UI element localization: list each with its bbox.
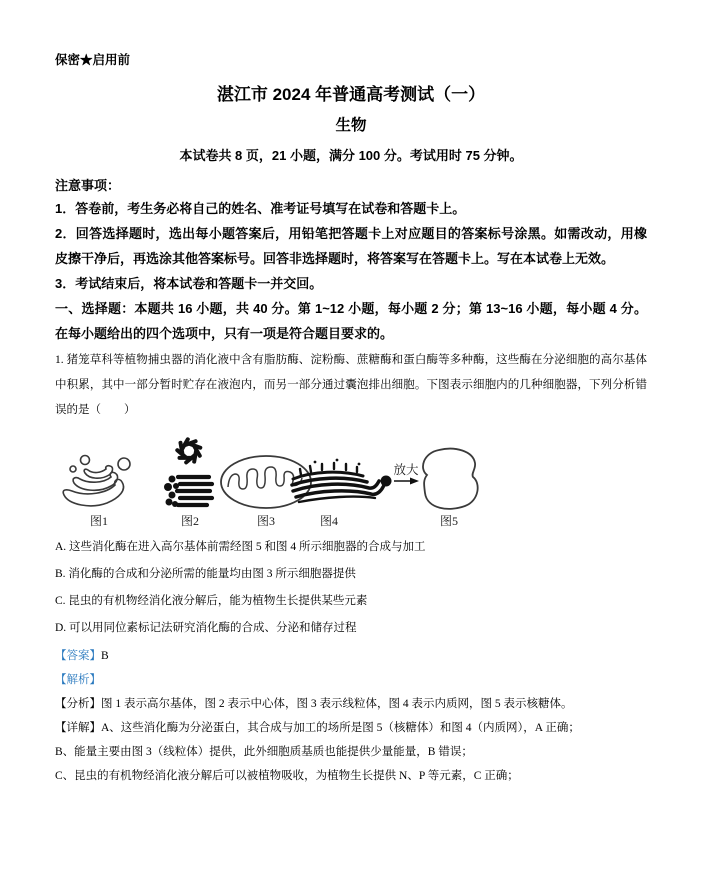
section-one-heading: 一、选择题：本题共 16 小题，共 40 分。第 1~12 小题，每小题 2 分；第 13~16 小题，每小题 4 分。在每小题给出的四个选项中，只有一项是符合题目要求的。 — [55, 301, 647, 341]
option-d: D. 可以用同位素标记法研究消化酶的合成、分泌和储存过程 — [55, 622, 357, 634]
magnify-label: 放大 — [393, 463, 419, 477]
analysis-text: 图 1 表示高尔基体，图 2 表示中心体，图 3 表示线粒体，图 4 表示内质网，图 5 表示核糖体。 — [101, 698, 573, 710]
notice-item-2: 2．回答选择题时，选出每小题答案后，用铅笔把答题卡上对应题目的答案标号涂黑。如需改动，用橡皮擦干净后，再选涂其他答案标号。回答非选择题时，将答案写在答题卡上。写在本试卷上无效。 — [55, 226, 647, 266]
option-a: A. 这些消化酶在进入高尔基体前需经图 5 和图 4 所示细胞器的合成与加工 — [55, 541, 426, 553]
subject-title: 生物 — [335, 117, 367, 134]
security-marking: 保密★启用前 — [55, 53, 131, 67]
answer-value: B — [101, 650, 109, 662]
figure-label-2: 图2 — [180, 514, 200, 528]
detail-line-b — [55, 740, 647, 764]
ribosome-blob — [423, 449, 478, 509]
detail-text-b: B、能量主要由图 3（线粒体）提供，此外细胞质基质也能提供少量能量，B 错误； — [55, 746, 473, 758]
exam-title: 湛江市 2024 年普通高考测试（一） — [216, 85, 486, 104]
question-1-stem: 1. 猪笼草科等植物捕虫器的消化液中含有脂肪酶、淀粉酶、蔗糖酶和蛋白酶等多种酶，这些酶在分泌细胞的高尔基体中积累，其中一部分暂时贮存在液泡内，而另一部分通过囊泡排出细胞。下图表示细胞内的几种细胞器，下列分析错误的是（ ） — [55, 354, 647, 416]
option-c: C. 昆虫的有机物经消化液分解后，能为植物生长提供某些元素 — [55, 595, 368, 607]
analysis-label: 【解析】 — [55, 674, 101, 686]
figure-label-1: 图1 — [89, 514, 109, 528]
option-b: B. 消化酶的合成和分泌所需的能量均由图 3 所示细胞器提供 — [55, 568, 356, 580]
detail-line-c — [55, 764, 647, 788]
exam-info-line: 本试卷共 8 页，21 小题，满分 100 分。考试用时 75 分钟。 — [179, 148, 523, 163]
figure-label-3: 图3 — [256, 514, 276, 528]
organelle-figure-canvas — [57, 429, 507, 529]
figure-label-5: 图5 — [439, 514, 459, 528]
endoplasmic-reticulum-icon — [292, 459, 384, 502]
notice-item-3: 3．考试结束后，将本试卷和答题卡一并交回。 — [55, 276, 323, 291]
notices-heading: 注意事项： — [55, 178, 121, 193]
answer-block — [55, 644, 647, 788]
golgi-apparatus-icon — [63, 456, 130, 506]
detail-text-c: C、昆虫的有机物经消化液分解后可以被植物吸收，为植物生长提供 N、P 等元素，C 正确； — [55, 770, 519, 782]
magnify-arrowhead — [410, 478, 419, 485]
detail-text-a: A、这些消化酶为分泌蛋白，其合成与加工的场所是图 5（核糖体）和图 4（内质网），A 正确； — [101, 722, 580, 734]
ribosome-dot — [381, 476, 392, 487]
analysis-section-label: 【分析】 — [55, 698, 101, 710]
answer-line — [55, 644, 647, 668]
centriole-icon — [164, 439, 212, 507]
options-block — [55, 534, 647, 642]
organelle-figure — [57, 429, 647, 534]
notices-block — [55, 176, 647, 296]
analysis-heading-line — [55, 668, 647, 692]
analysis-line — [55, 692, 647, 716]
figure-label-4: 图4 — [319, 514, 339, 528]
detail-line-a — [55, 716, 647, 740]
ribosome-magnified-icon — [381, 449, 478, 509]
detail-section-label: 【详解】 — [55, 722, 101, 734]
notice-item-1: 1．答卷前，考生务必将自己的姓名、准考证号填写在试卷和答题卡上。 — [55, 201, 466, 216]
answer-label: 【答案】 — [55, 650, 101, 662]
